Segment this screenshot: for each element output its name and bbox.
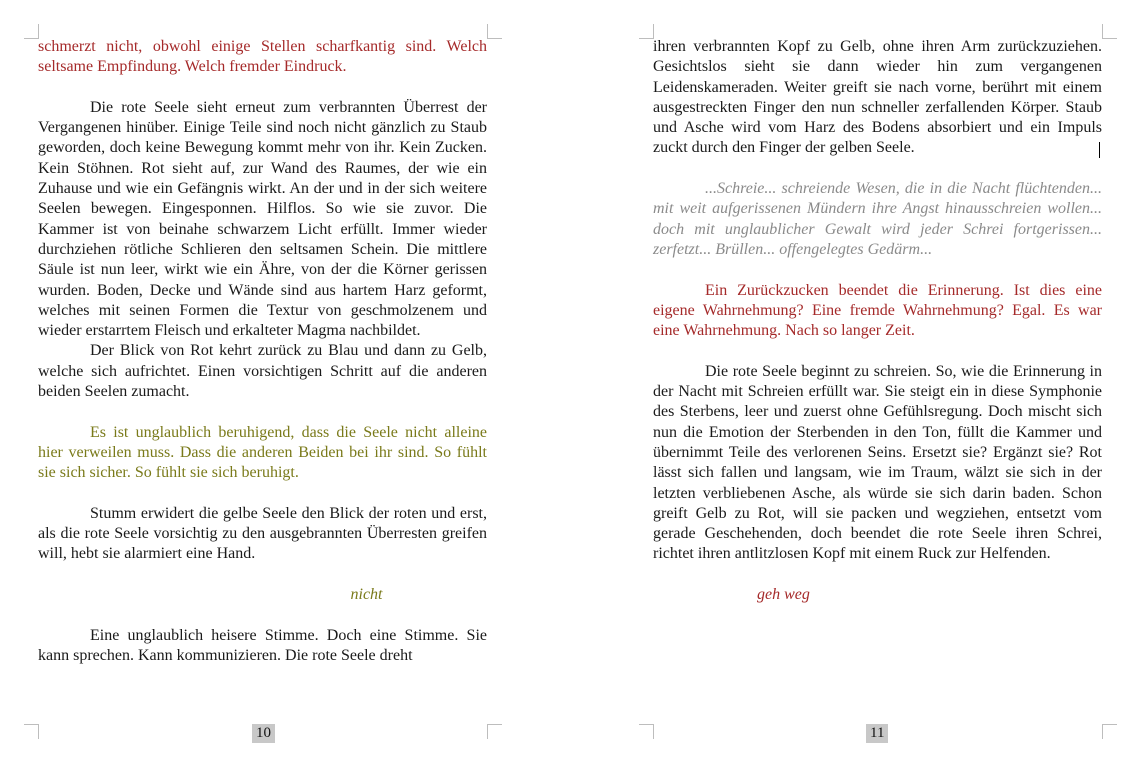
paragraph: Der Blick von Rot kehrt zurück zu Blau und dann zu Gelb, welche sich aufrichtet. Einen vorsichtigen Schritt auf die anderen beiden Seelen zumacht.	[38, 342, 487, 401]
paragraph: Stumm erwidert die gelbe Seele den Blick der roten und erst, als die rote Seele vorsichtig zu den ausgebrannten Überresten greifen will, hebt sie alarmiert eine Hand.	[38, 504, 487, 563]
margin-corner-mark	[1102, 24, 1117, 39]
spoken-word: nicht	[350, 586, 383, 604]
paragraph: Die rote Seele beginnt zu schreien. So, wie die Erinnerung in der Nacht mit Schreien erfüllt war. Sie steigt ein in diese Symphonie des Sterbens, leer und zuerst ohne Gefühlsregung. Doch mischt sich nun die Emotion der Sterbenden in den Ton, füllt die Kammer und übernimmt Teile des verlorenen Seins. Ersetzt sie? Ergänzt sie? Rot lässt sich fallen und langsam, wie im Traum, wälzt sie sich in der letzten verbliebenen Asche, als würde sie sich darin baden. Schon greift Gelb zu Rot, will sie packen und wegziehen, entsetzt vom gerade Geschehenden, doch beendet die rote Seele ihren Schrei, richtet ihren antlitzlosen Kopf mit einem Ruck zur Helfenden.	[653, 362, 1102, 563]
margin-corner-mark	[639, 724, 654, 739]
paragraph: Ein Zurückzucken beendet die Erinnerung. Ist dies eine eigene Wahrnehmung? Eine fremde Wahrnehmung? Egal. Es war eine Wahrnehmung. Nach so langer Zeit.	[653, 281, 1102, 340]
margin-corner-mark	[639, 24, 654, 39]
margin-corner-mark	[1102, 724, 1117, 739]
margin-corner-mark	[24, 24, 39, 39]
memory-paragraph: ...Schreie... schreiende Wesen, die in die Nacht flüchtenden... mit weit aufgerissenen Mündern ihre Angst hinausschreien wollen... doch mit unglaublicher Gewalt wird jeder Schrei fortgerissen... zerfetzt... Brüllen... offengelegtes Gedärm...	[653, 180, 1102, 258]
page-11	[570, 0, 1140, 770]
margin-corner-mark	[487, 24, 502, 39]
paragraph: Es ist unglaublich beruhigend, dass die Seele nicht alleine hier verweilen muss. Dass die anderen Beiden bei ihr sind. So fühlt sie sich sicher. So fühlt sie sich beruhigt.	[38, 423, 487, 482]
margin-corner-mark	[24, 724, 39, 739]
page-text-area[interactable]	[38, 37, 487, 666]
page-number: 10	[252, 724, 275, 743]
paragraph: ihren verbrannten Kopf zu Gelb, ohne ihren Arm zurückzuziehen. Gesichtslos sieht sie dann wieder hin zum vergangenen Leidenskameraden. Weiter greift sie nach vorne, berührt mit einem ausgestreckten Finger den nun schneller zerfallenden Körper. Staub und Asche wird vom Harz des Bodens absorbiert und ein Impuls zuckt durch den Finger der gelben Seele.	[653, 38, 1102, 157]
spoken-word: geh weg	[757, 586, 810, 604]
paragraph: schmerzt nicht, obwohl einige Stellen scharfkantig sind. Welch seltsame Empfindung. Welch fremder Eindruck.	[38, 38, 487, 76]
text-cursor	[1099, 142, 1100, 158]
paragraph: Eine unglaublich heisere Stimme. Doch eine Stimme. Sie kann sprechen. Kann kommunizieren. Die rote Seele dreht	[38, 626, 487, 664]
page-text-area[interactable]	[653, 37, 1102, 605]
page-number: 11	[866, 724, 888, 743]
margin-corner-mark	[487, 724, 502, 739]
paragraph: Die rote Seele sieht erneut zum verbrannten Überrest der Vergangenen hinüber. Einige Teile sind noch nicht gänzlich zu Staub geworden, doch keine Bewegung kommt mehr von ihr. Kein Zucken. Kein Stöhnen. Rot sieht auf, zur Wand des Raumes, der wie ein Zuhause und wie ein Gefängnis wirkt. An der und in der sich weitere Seelen bewegen. Eingesponnen. Hilflos. So wie sie zuvor. Die Kammer ist von beinahe schwarzem Licht erfüllt. Immer wieder durchziehen rötliche Schlieren den seltsamen Schein. Die mittlere Säule ist nun leer, wirkt wie ein Ähre, von der die Körner gerissen wurden. Boden, Decke und Wände sind aus hartem Harz geformt, welches mit seinen Formen die Textur von geschmolzenem und wieder erstarrtem Fleisch und erkalteter Magma nachbildet.	[38, 98, 487, 340]
